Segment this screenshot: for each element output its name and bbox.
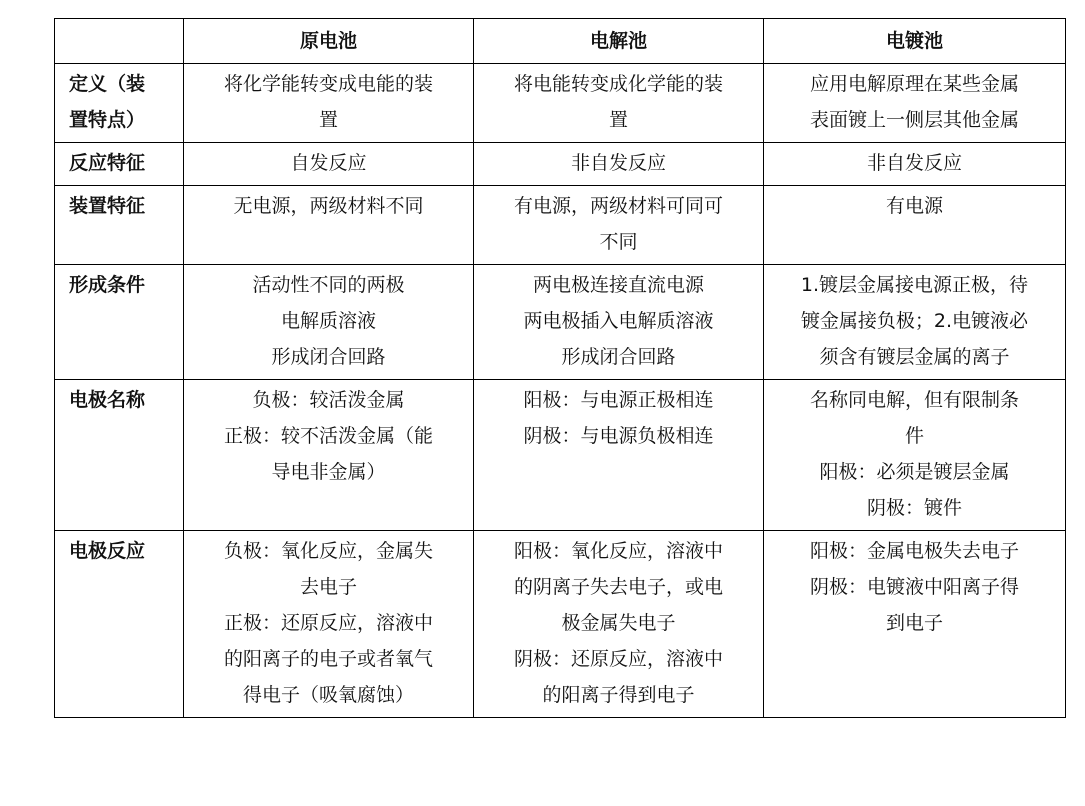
header-row [55,19,1066,64]
cell-line: 得电子（吸氧腐蚀） [242,684,414,706]
cell-electrolytic [474,265,764,380]
cell-galvanic [184,143,474,186]
cell-electroplating [764,64,1066,143]
cell-line: 阳极：金属电极失去电子 [809,540,1019,562]
cell-line: 阴极：镀件 [866,497,962,519]
cell-electrolytic [474,64,764,143]
header-electrolytic-cell: 电解池 [474,19,764,64]
header-galvanic-cell: 原电池 [184,19,474,64]
cell-line: 电解质溶液 [280,310,376,332]
table-row [55,265,1066,380]
cell-line: 的阳离子得到电子 [542,684,695,706]
cell-line: 须含有镀层金属的离子 [819,346,1010,368]
table-row [55,186,1066,265]
cell-line: 导电非金属） [271,461,386,483]
cell-line: 阳极：氧化反应，溶液中 [513,540,723,562]
comparison-table [54,18,1066,718]
cell-line: 置 [608,109,628,131]
cell-electrolytic [474,380,764,531]
cell-line: 正极：较不活泼金属（能 [223,425,433,447]
row-label-device-feature [55,186,184,265]
cell-line: 将化学能转变成电能的装 [223,73,433,95]
cell-line: 置 [318,109,338,131]
cell-line: 到电子 [885,612,943,634]
row-label-formation-conditions [55,265,184,380]
table-row [55,531,1066,718]
table-row [55,64,1066,143]
cell-line: 应用电解原理在某些金属 [809,73,1019,95]
cell-line: 非自发反应 [570,152,666,174]
cell-electrolytic [474,186,764,265]
cell-line: 无电源，两级材料不同 [233,195,424,217]
cell-line: 有电源 [885,195,943,217]
cell-line: 非自发反应 [866,152,962,174]
label-line: 形成条件 [69,274,146,296]
table-row [55,380,1066,531]
cell-galvanic [184,64,474,143]
cell-electroplating [764,186,1066,265]
cell-electrolytic [474,143,764,186]
cell-line: 形成闭合回路 [561,346,676,368]
label-line: 电极反应 [69,540,146,562]
cell-line: 正极：还原反应，溶液中 [223,612,433,634]
cell-electroplating [764,143,1066,186]
row-label-reaction-feature [55,143,184,186]
cell-line: 负极：氧化反应，金属失 [223,540,433,562]
label-line: 电极名称 [69,389,146,411]
cell-line: 自发反应 [290,152,367,174]
label-line: 定义（装 [69,73,146,95]
row-label-electrode-names [55,380,184,531]
cell-line: 阴极：与电源负极相连 [523,425,714,447]
cell-galvanic [184,380,474,531]
cell-line: 有电源，两级材料可同可 [513,195,723,217]
cell-line: 不同 [599,231,638,253]
cell-line: 两电极插入电解质溶液 [523,310,714,332]
cell-line: 名称同电解，但有限制条 [809,389,1019,411]
row-label-electrode-reactions [55,531,184,718]
cell-line: 阳极：与电源正极相连 [523,389,714,411]
cell-line: 阴极：电镀液中阳离子得 [809,576,1019,598]
cell-line: 将电能转变成化学能的装 [513,73,723,95]
header-electroplating-cell: 电镀池 [764,19,1066,64]
cell-line: 的阴离子失去电子，或电 [513,576,723,598]
cell-galvanic [184,531,474,718]
row-label-definition [55,64,184,143]
cell-line: 活动性不同的两极 [252,274,405,296]
cell-line: 件 [904,425,924,447]
cell-line: 表面镀上一侧层其他金属 [809,109,1019,131]
table-row [55,143,1066,186]
cell-line: 负极：较活泼金属 [252,389,405,411]
cell-line: 阳极：必须是镀层金属 [819,461,1010,483]
cell-line: 阴极：还原反应，溶液中 [513,648,723,670]
cell-line: 去电子 [299,576,357,598]
cell-electrolytic [474,531,764,718]
label-line: 置特点） [69,109,146,131]
cell-galvanic [184,265,474,380]
label-line: 装置特征 [69,195,146,217]
label-line: 反应特征 [69,152,146,174]
cell-line: 极金属失电子 [561,612,676,634]
cell-electroplating [764,265,1066,380]
cell-line: 两电极连接直流电源 [532,274,704,296]
cell-line: 的阳离子的电子或者氧气 [223,648,433,670]
cell-line: 形成闭合回路 [271,346,386,368]
cell-line: 1.镀层金属接电源正极，待 [800,274,1029,296]
cell-line: 镀金属接负极；2.电镀液必 [800,310,1029,332]
cell-electroplating [764,531,1066,718]
header-corner [55,19,184,64]
cell-electroplating [764,380,1066,531]
cell-galvanic [184,186,474,265]
